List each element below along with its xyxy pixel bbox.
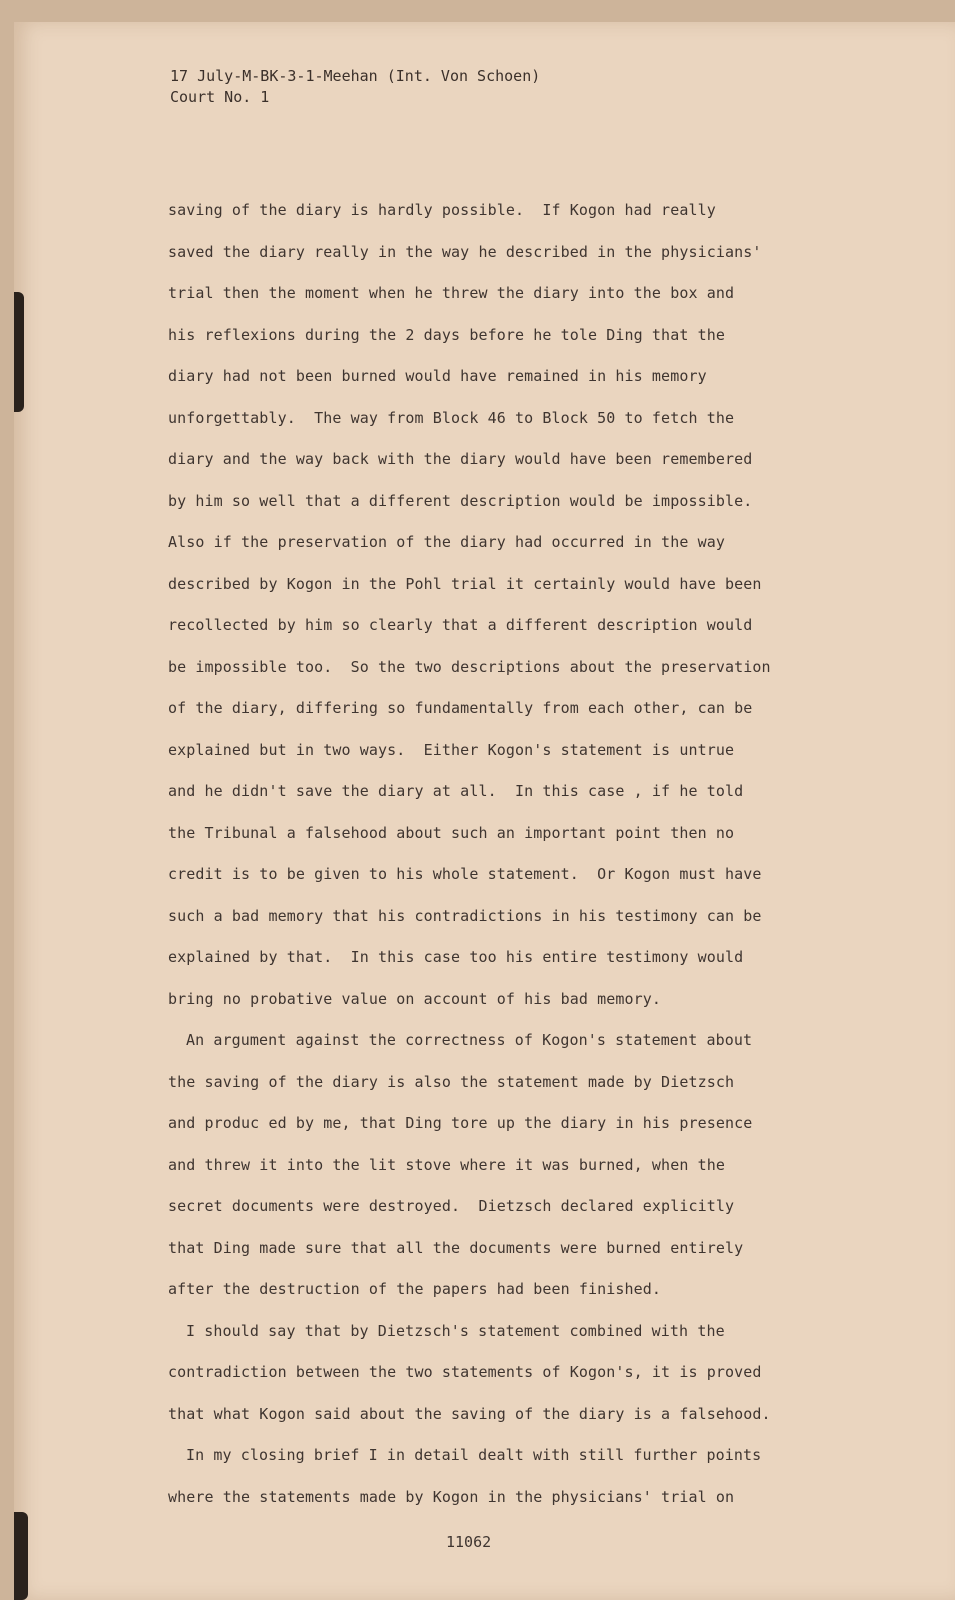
text-line: where the statements made by Kogon in the physicians' trial on — [168, 1487, 735, 1506]
torn-edge-mark — [14, 1512, 28, 1600]
text-line: explained but in two ways. Either Kogon's statement is untrue — [168, 740, 735, 759]
paragraph-start-line: In my closing brief I in detail dealt with still further points — [186, 1446, 762, 1464]
text-line: that what Kogon said about the saving of the diary is a falsehood. — [168, 1404, 771, 1423]
text-line: saving of the diary is hardly possible. If Kogon had really — [168, 201, 716, 219]
paragraph-start-line: An argument against the correctness of Kogon's statement about — [186, 1031, 753, 1049]
text-line: such a bad memory that his contradictions in his testimony can be — [168, 906, 762, 925]
text-line: diary and the way back with the diary would have been remembered — [168, 450, 753, 468]
text-line: that Ding made sure that all the documents were burned entirely — [168, 1238, 744, 1257]
text-line: and threw it into the lit stove where it was burned, when the — [168, 1155, 725, 1174]
text-line: his reflexions during the 2 days before he tole Ding that the — [168, 325, 725, 344]
text-line: contradiction between the two statements of Kogon's, it is proved — [168, 1363, 762, 1381]
text-line: of the diary, differing so fundamentally from each other, can be — [168, 699, 753, 717]
text-line: and produc ed by me, that Ding tore up the diary in his presence — [168, 1114, 753, 1132]
text-line: saved the diary really in the way he described in the physicians' — [168, 242, 762, 261]
paragraph-start-line: I should say that by Dietzsch's statement combined with the — [186, 1321, 725, 1340]
text-line: trial then the moment when he threw the diary into the box and — [168, 284, 735, 302]
text-line: and he didn't save the diary at all. In this case , if he told — [168, 782, 744, 800]
header-reference: 17 July-M-BK-3-1-Meehan (Int. Von Schoen) — [170, 67, 541, 85]
text-line: be impossible too. So the two descriptions about the preservation — [168, 657, 771, 676]
text-line: bring no probative value on account of his bad memory. — [168, 989, 662, 1008]
text-line: the saving of the diary is also the statement made by Dietzsch — [168, 1072, 735, 1091]
text-line: unforgettably. The way from Block 46 to Block 50 to fetch the — [168, 408, 735, 427]
text-line: diary had not been burned would have remained in his memory — [168, 367, 707, 385]
torn-edge-mark — [14, 292, 24, 412]
document-header — [170, 66, 540, 108]
text-line: the Tribunal a falsehood about such an important point then no — [168, 823, 735, 842]
text-line: credit is to be given to his whole statement. Or Kogon must have — [168, 865, 762, 883]
text-line: secret documents were destroyed. Dietzsch declared explicitly — [168, 1197, 735, 1215]
text-line: described by Kogon in the Pohl trial it certainly would have been — [168, 574, 762, 593]
text-line: Also if the preservation of the diary had occurred in the way — [168, 533, 725, 551]
text-line: after the destruction of the papers had been finished. — [168, 1280, 662, 1298]
text-line: recollected by him so clearly that a different description would — [168, 616, 753, 634]
page-number: 11062 — [446, 1533, 492, 1551]
text-line: explained by that. In this case too his entire testimony would — [168, 948, 744, 966]
header-court: Court No. 1 — [170, 88, 270, 106]
document-body — [168, 190, 858, 1518]
text-line: by him so well that a different description would be impossible. — [168, 491, 753, 510]
